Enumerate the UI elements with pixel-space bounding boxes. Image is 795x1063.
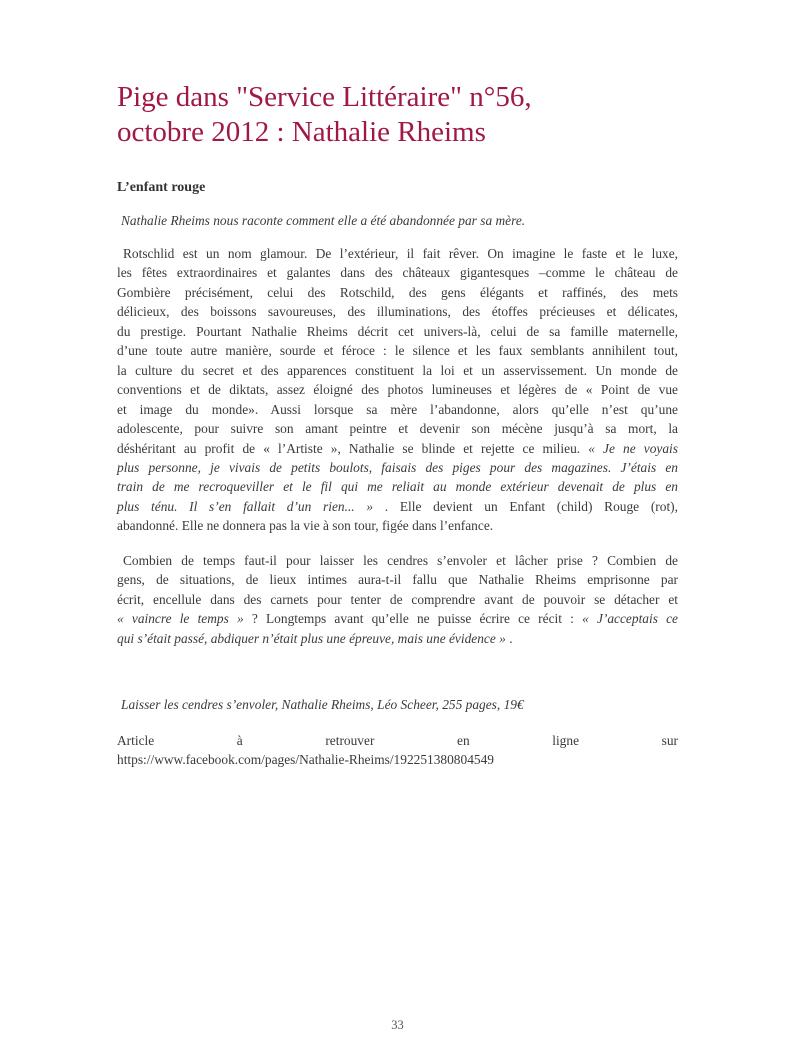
plain-text: et image du monde». Aussi lorsque sa mère l’abandonne, alors qu’elle n’est qu’une — [117, 401, 678, 417]
text-line — [117, 400, 678, 419]
plain-text: abandonné. Elle ne donnera pas la vie à son tour, figée dans l’enfance. — [117, 518, 494, 534]
plain-text: . — [509, 630, 513, 646]
plain-text: déshéritant au profit de « l’Artiste », Nathalie se blinde et rejette ce milieu. — [117, 440, 581, 456]
text-line — [117, 263, 678, 282]
text-line — [117, 458, 678, 477]
plain-text: conventions et de diktats, assez éloigné des photos lumineuses et légères de « Point de vue — [117, 382, 678, 398]
text-line — [117, 516, 678, 535]
text-line — [117, 609, 678, 628]
article-heading: L’enfant rouge — [117, 180, 206, 195]
plain-text: gens, de situations, de lieux intimes aura-t-il fallu que Nathalie Rheims emprisonne par — [117, 572, 678, 588]
text-line — [117, 380, 678, 399]
text-line — [117, 302, 678, 321]
text-line — [117, 244, 678, 263]
plain-text: la culture du secret et des apparences constituent la loi et un asservissement. Un monde de — [117, 362, 678, 378]
article-paragraph-2 — [117, 551, 678, 648]
plain-text: d’une toute autre manière, sourde et féroce : le silence et les faux semblants annihilent tout, — [117, 343, 678, 359]
text-line — [117, 551, 678, 570]
plain-text: Gombière précisément, celui des Rotschild, des gens élégants et raffinés, des mets — [117, 284, 678, 300]
quote-text: train de me recroqueviller et le fil qui me reliait au monde extérieur devenait de plus en — [117, 479, 678, 495]
text-line — [117, 283, 678, 302]
text-line — [117, 629, 678, 648]
text-line — [117, 361, 678, 380]
text-line — [117, 570, 678, 589]
plain-text: écrit, encellule dans des carnets pour tenter de comprendre avant de pouvoir se détacher et — [117, 591, 678, 607]
text-line — [117, 419, 678, 438]
plain-text: Combien de temps faut-il pour laisser les cendres s’envoler et lâcher prise ? Combien de — [123, 553, 678, 568]
text-line — [117, 477, 678, 496]
page-title — [117, 80, 697, 150]
text-line — [117, 341, 678, 360]
book-credits: Laisser les cendres s’envoler, Nathalie Rheims, Léo Scheer, 255 pages, 19€ — [121, 697, 524, 712]
quote-text: « vaincre le temps » — [117, 611, 244, 627]
quote-text: « Je ne voyais — [588, 440, 678, 456]
quote-text: plus ténu. Il s’en fallait d’un rien... » — [117, 498, 374, 514]
article-link-block — [117, 731, 678, 770]
quote-text: plus personne, je vivais de petits boulots, faisais des piges pour des magazines. J’étais en — [117, 459, 678, 475]
text-line — [117, 497, 678, 516]
title-line-1: Pige dans "Service Littéraire" n°56, — [117, 81, 532, 113]
article-lead: Nathalie Rheims nous raconte comment elle a été abandonnée par sa mère. — [121, 213, 526, 228]
link-caption: Article à retrouver en ligne sur — [117, 733, 678, 748]
article-paragraph-1 — [117, 244, 678, 536]
text-line — [117, 439, 678, 458]
page-number: 33 — [391, 1018, 404, 1032]
plain-text: Rotschlid est un nom glamour. De l’extérieur, il fait rêver. On imagine le faste et le luxe, — [123, 246, 678, 261]
facebook-link[interactable]: https://www.facebook.com/pages/Nathalie-Rheims/192251380804549 — [117, 752, 494, 768]
plain-text: ? Longtemps avant qu’elle ne puisse écrire ce récit : — [251, 611, 574, 627]
plain-text: adolescente, pour suivre son amant peintre et devenir son mécène jusqu’à sa mort, la — [117, 421, 678, 437]
plain-text: . Elle devient un Enfant (child) Rouge (rot), — [384, 498, 678, 514]
title-line-2: octobre 2012 : Nathalie Rheims — [117, 116, 486, 148]
quote-text: qui s’était passé, abdiquer n’était plus une épreuve, mais une évidence » — [117, 630, 506, 646]
quote-text: « J’acceptais ce — [582, 611, 678, 627]
plain-text: du prestige. Pourtant Nathalie Rheims décrit cet univers-là, celui de sa famille maternelle, — [117, 323, 678, 339]
plain-text: les fêtes extraordinaires et galantes dans des châteaux gigantesques –comme le château de — [117, 265, 678, 281]
text-line — [117, 590, 678, 609]
text-line — [117, 322, 678, 341]
plain-text: délicieux, des boissons savoureuses, des illuminations, des étoffes précieuses et délicates, — [117, 304, 678, 320]
